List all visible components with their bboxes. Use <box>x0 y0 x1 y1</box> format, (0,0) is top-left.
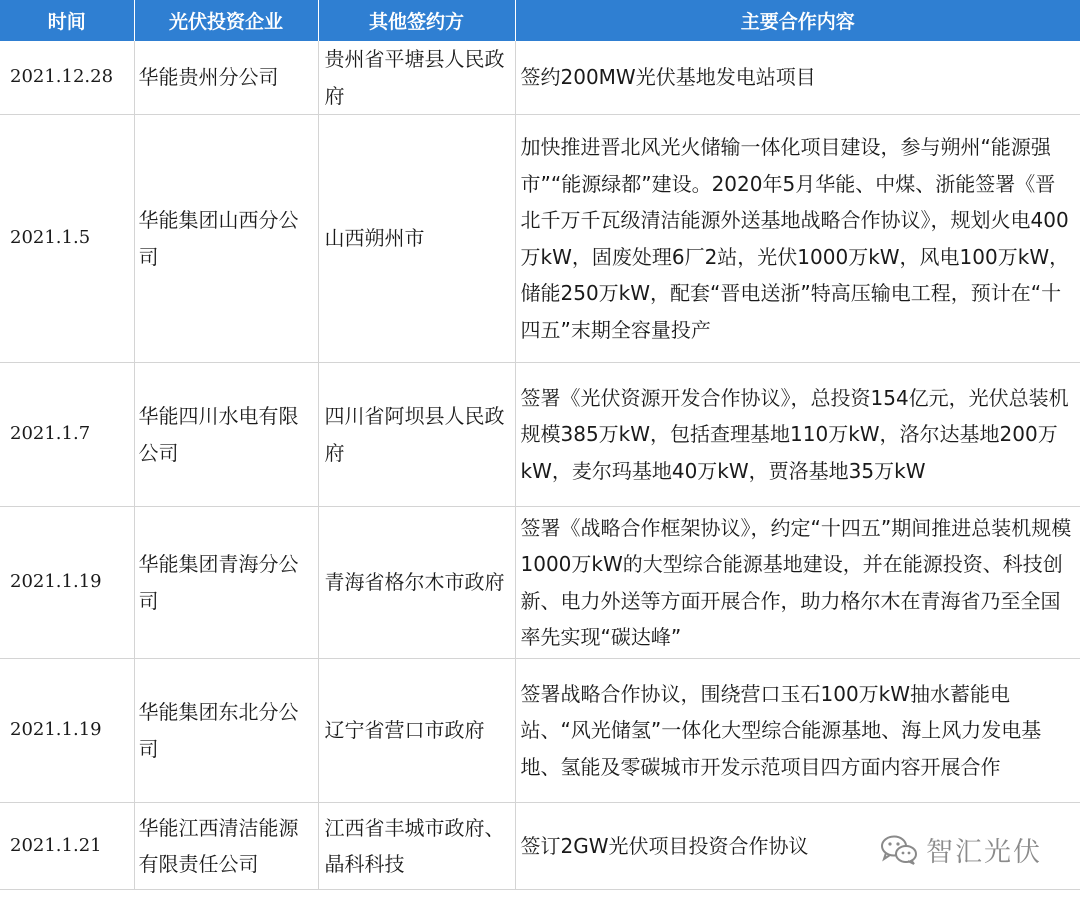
header-corp: 光伏投资企业 <box>134 0 318 41</box>
cell-content: 签订2GW光伏项目投资合作协议 <box>515 803 1080 890</box>
table-row <box>0 507 1080 659</box>
cell-date: 2021.12.28 <box>0 41 134 115</box>
header-date: 时间 <box>0 0 134 41</box>
cell-party: 山西朔州市 <box>318 115 515 363</box>
cell-corp: 华能贵州分公司 <box>134 41 318 115</box>
cell-corp: 华能四川水电有限公司 <box>134 363 318 507</box>
cell-date: 2021.1.19 <box>0 659 134 803</box>
header-content: 主要合作内容 <box>515 0 1080 41</box>
watermark <box>880 830 1042 869</box>
table-row <box>0 659 1080 803</box>
cell-party: 江西省丰城市政府、晶科科技 <box>318 803 515 890</box>
cell-date: 2021.1.7 <box>0 363 134 507</box>
cell-content: 签署战略合作协议，围绕营口玉石100万kW抽水蓄能电站、“风光储氢”一体化大型综合能源基地、海上风力发电基地、氢能及零碳城市开发示范项目四方面内容开展合作 <box>515 659 1080 803</box>
header-row <box>0 0 1080 41</box>
cell-corp: 华能集团青海分公司 <box>134 507 318 659</box>
cell-date: 2021.1.19 <box>0 507 134 659</box>
cell-content: 签约200MW光伏基地发电站项目 <box>515 41 1080 115</box>
cell-date: 2021.1.21 <box>0 803 134 890</box>
cell-party: 四川省阿坝县人民政府 <box>318 363 515 507</box>
table-row <box>0 115 1080 363</box>
cell-content: 加快推进晋北风光火储输一体化项目建设，参与朔州“能源强市”“能源绿都”建设。2020年5月华能、中煤、浙能签署《晋北千万千瓦级清洁能源外送基地战略合作协议》，规划火电400万kW，固废处理6厂2站，光伏1000万kW，风电100万kW，储能250万kW，配套“晋电送浙”特高压输电工程，预计在“十四五”末期全容量投产 <box>515 115 1080 363</box>
table-row <box>0 41 1080 115</box>
header-party: 其他签约方 <box>318 0 515 41</box>
cell-corp: 华能江西清洁能源有限责任公司 <box>134 803 318 890</box>
cell-content: 签署《战略合作框架协议》，约定“十四五”期间推进总装机规模1000万kW的大型综合能源基地建设，并在能源投资、科技创新、电力外送等方面开展合作，助力格尔木在青海省乃至全国率先实现“碳达峰” <box>515 507 1080 659</box>
cell-party: 青海省格尔木市政府 <box>318 507 515 659</box>
cell-corp: 华能集团东北分公司 <box>134 659 318 803</box>
cell-content: 签署《光伏资源开发合作协议》，总投资154亿元，光伏总装机规模385万kW，包括查理基地110万kW，洛尔达基地200万kW，麦尔玛基地40万kW，贾洛基地35万kW <box>515 363 1080 507</box>
cell-party: 辽宁省营口市政府 <box>318 659 515 803</box>
watermark-text: 智汇光伏 <box>926 837 1042 868</box>
table-row <box>0 363 1080 507</box>
cell-date: 2021.1.5 <box>0 115 134 363</box>
cell-corp: 华能集团山西分公司 <box>134 115 318 363</box>
cell-party: 贵州省平塘县人民政府 <box>318 41 515 115</box>
wechat-icon <box>880 834 918 866</box>
